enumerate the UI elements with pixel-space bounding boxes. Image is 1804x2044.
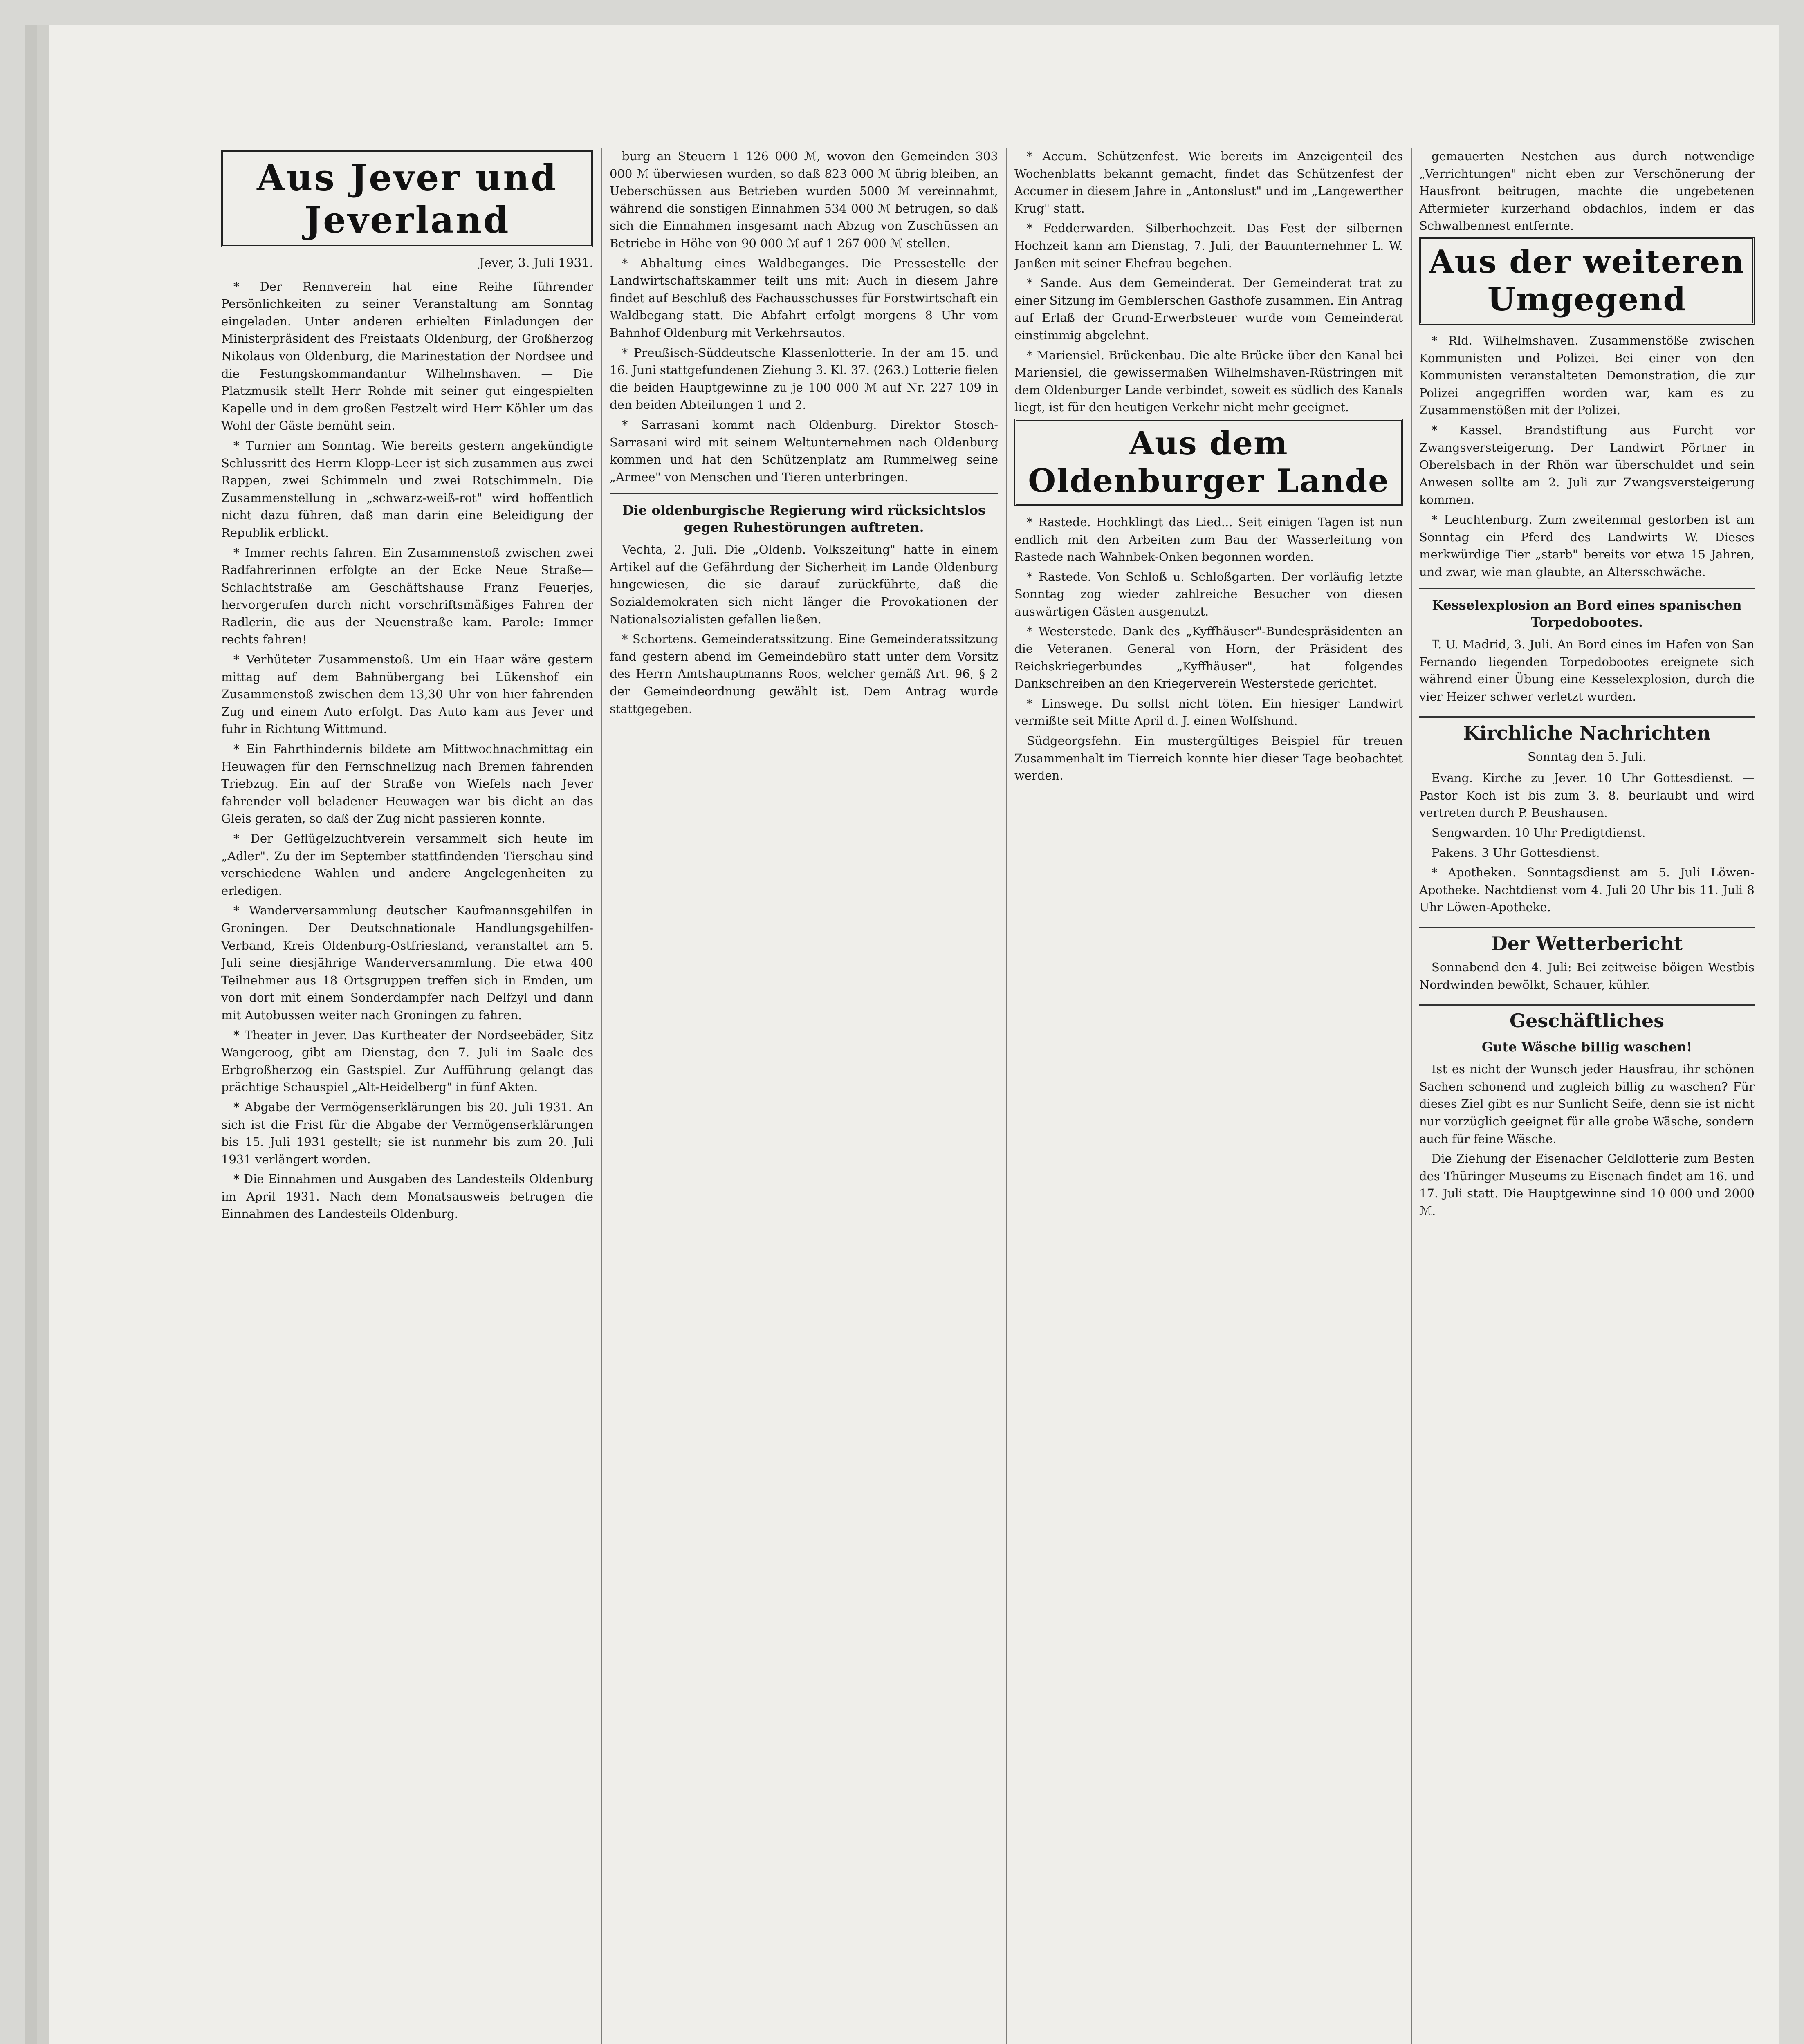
column-rule: [1411, 148, 1412, 2044]
masthead-title: Aus dem Oldenburger Lande: [1028, 424, 1389, 500]
article: * Rastede. Hochklingt das Lied... Seit einigen Tagen ist nun endlich mit den Arbeiten zum Bau der Wasserleitung von Rastede nach Wahnbek-Onken begonnen worden.: [1014, 515, 1403, 564]
article: * Immer rechts fahren. Ein Zusammenstoß zwischen zwei Radfahrerinnen erfolgte an der Ecke Neue Straße—Schlachtstraße am Geschäftshause Franz Feuerjes, hervorgerufen durch nicht vorschriftsmäßiges Fahren der Radlerin, die aus der Neuenstraße kam. Parole: Immer rechts fahren!: [221, 545, 593, 647]
article-headline: Kesselexplosion an Bord eines spanischen Torpedobootes.: [1432, 597, 1742, 630]
article: * Verhüteter Zusammenstoß. Um ein Haar wäre gestern mittag auf dem Bahnübergang bei Lükenshof ein Zusammenstoß zwischen dem 13,30 Uhr von hier fahrenden Zug und einem Auto erfolgt. Das Auto kam aus Jever und fuhr in Richtung Wittmund.: [221, 652, 593, 736]
article: Sonnabend den 4. Juli: Bei zeitweise böigen Westbis Nordwinden bewölkt, Schauer, kühler.: [1419, 960, 1755, 992]
article: Pakens. 3 Uhr Gottesdienst.: [1432, 845, 1600, 860]
article: * Der Geflügelzuchtverein versammelt sich heute im „Adler". Zu der im September stattfindenden Tierschau sind verschiedene Wahlen und andere Angelegenheiten zu erledigen.: [221, 831, 593, 898]
article: gemauerten Nestchen aus durch notwendige „Verrichtungen" nicht eben zur Verschönerung der Hausfront beitrugen, machte die ungebetenen Aftermieter kurzerhand obdachlos, indem er das Schwalbennest entfernte.: [1419, 149, 1755, 233]
article: * Ein Fahrthindernis bildete am Mittwochnachmittag ein Heuwagen für den Fernschnellzug nach Bremen fahrenden Triebzug. Ein auf der Straße von Wiefels nach Jever fahrender voll beladener Heuwagen war bis dicht an das Gleis geraten, so daß der Zug nicht passieren konnte.: [221, 742, 593, 826]
column-2: [610, 148, 998, 2044]
article: * Apotheken. Sonntagsdienst am 5. Juli Löwen-Apotheke. Nachtdienst vom 4. Juli 20 Uhr bis 11. Juli 8 Uhr Löwen-Apotheke.: [1419, 865, 1755, 914]
article: Ist es nicht der Wunsch jeder Hausfrau, ihr schönen Sachen schonend und zugleich billig zu waschen? Für dieses Ziel gibt es nur Sunlicht Seife, denn sie ist nicht nur vorzüglich geeignet für alle grobe Wäsche, sondern auch für feine Wäsche.: [1419, 1062, 1755, 1146]
article: T. U. Madrid, 3. Juli. An Bord eines im Hafen von San Fernando liegenden Torpedobootes ereignete sich während einer Übung eine Kesselexplosion, durch die vier Heizer schwer verletzt wurden.: [1419, 637, 1755, 704]
column-3: [1014, 148, 1403, 2044]
article: * Rld. Wilhelmshaven. Zusammenstöße zwischen Kommunisten und Polizei. Bei einer von den Kommunisten veranstalteten Demonstration, die zur Polizei angegriffen worden war, kam es zu Zusammenstößen mit der Polizei.: [1419, 333, 1755, 417]
newspaper-page: [49, 25, 1779, 2044]
article: Evang. Kirche zu Jever. 10 Uhr Gottesdienst. — Pastor Koch ist bis zum 3. 8. beurlaubt und wird vertreten durch P. Beushausen.: [1419, 771, 1755, 820]
section-subheading: Sonntag den 5. Juli.: [1528, 749, 1646, 764]
article: * Mariensiel. Brückenbau. Die alte Brücke über den Kanal bei Mariensiel, die gewissermaßen Wilhelmshaven-Rüstringen mit dem Oldenburger Lande verbindet, soweit es südlich des Kanals liegt, ist für den heutigen Verkehr nicht mehr geeignet.: [1014, 348, 1403, 415]
article: * Sande. Aus dem Gemeinderat. Der Gemeinderat trat zu einer Sitzung im Gemblerschen Gasthofe zusammen. Ein Antrag auf Erlaß der Grund-Erwerbsteuer wurde vom Gemeinderat einstimmig abgelehnt.: [1014, 276, 1403, 342]
article: * Accum. Schützenfest. Wie bereits im Anzeigenteil des Wochenblatts bekannt gemacht, findet das Schützenfest der Accumer in diesem Jahre in „Antonslust" und im „Langewerther Krug" statt.: [1014, 149, 1403, 215]
column-1: [221, 148, 593, 2044]
article: Die Ziehung der Eisenacher Geldlotterie zum Besten des Thüringer Museums zu Eisenach findet am 16. und 17. Juli statt. Die Hauptgewinne sind 10 000 und 2000 ℳ.: [1419, 1152, 1755, 1218]
divider: [1419, 588, 1755, 589]
article: * Fedderwarden. Silberhochzeit. Das Fest der silbernen Hochzeit kann am Dienstag, 7. Juli, der Bauunternehmer L. W. Janßen mit seiner Ehefrau begehen.: [1014, 221, 1403, 270]
column-4: [1419, 148, 1755, 2044]
article: * Die Einnahmen und Ausgaben des Landesteils Oldenburg im April 1931. Nach dem Monatsausweis betrugen die Einnahmen des Landesteils Oldenburg.: [221, 1172, 593, 1221]
section-heading-wetter: Der Wetterbericht: [1419, 927, 1755, 955]
article: * Sarrasani kommt nach Oldenburg. Direktor Stosch-Sarrasani wird mit seinem Weltunternehmen nach Oldenburg kommen und hat den Schützenplatz am Rummelweg seine „Armee" von Menschen und Tieren unterbringen.: [610, 417, 998, 484]
article: * Linswege. Du sollst nicht töten. Ein hiesiger Landwirt vermißte seit Mitte April d. J. einen Wolfshund.: [1014, 696, 1403, 728]
masthead-title: Aus Jever und Jeverland: [257, 156, 558, 241]
article: * Leuchtenburg. Zum zweitenmal gestorben ist am Sonntag ein Pferd des Landwirts W. Dieses merkwürdige Tier „starb" bereits vor etwa 15 Jahren, und zwar, wie man glaubte, an Altersschwäche.: [1419, 512, 1755, 579]
article: * Rastede. Von Schloß u. Schloßgarten. Der vorläufig letzte Sonntag zog wieder zahlreiche Besucher von diesen auswärtigen Gästen ausgenutzt.: [1014, 569, 1403, 619]
article: * Preußisch-Süddeutsche Klassenlotterie. In der am 15. und 16. Juni stattgefundenen Ziehung 3. Kl. 37. (263.) Lotterie fielen die beiden Hauptgewinne zu je 100 000 ℳ auf Nr. 227 109 in den beiden Abteilungen 1 und 2.: [610, 345, 998, 412]
divider: [610, 493, 998, 494]
article-headline: Die oldenburgische Regierung wird rücksichtslos gegen Ruhestörungen auftreten.: [622, 502, 986, 536]
masthead-jever: [221, 150, 593, 247]
article: * Kassel. Brandstiftung aus Furcht vor Zwangsversteigerung. Der Landwirt Pörtner in Oberelsbach in der Rhön war überschuldet und sein Anwesen sollte am 2. Juli zur Zwangsversteigerung kommen.: [1419, 423, 1755, 507]
article: * Wanderversammlung deutscher Kaufmannsgehilfen in Groningen. Der Deutschnationale Handlungsgehilfen-Verband, Kreis Oldenburg-Ostfriesland, veranstaltet am 5. Juli seine diesjährige Wanderversammlung. Die etwa 400 Teilnehmer aus 18 Ortsgruppen treffen sich in Emden, um von dort mit einem Sonderdampfer nach Delfzyl und dann mit Autobussen weiter nach Groningen zu fahren.: [221, 903, 593, 1022]
article: * Abgabe der Vermögenserklärungen bis 20. Juli 1931. An sich ist die Frist für die Abgabe der Vermögenserklärungen bis 15. Juli 1931 gestellt; sie ist nunmehr bis zum 20. Juli 1931 verlängert worden.: [221, 1100, 593, 1166]
article: Sengwarden. 10 Uhr Predigtdienst.: [1432, 826, 1646, 840]
article: * Abhaltung eines Waldbeganges. Die Pressestelle der Landwirtschaftskammer teilt uns mit: Auch in diesem Jahre findet auf Beschluß des Fachausschusses für Forstwirtschaft ein Waldbegang statt. Die Abfahrt erfolgt morgens 8 Uhr vom Bahnhof Oldenburg mit Verkehrsautos.: [610, 256, 998, 340]
article: burg an Steuern 1 126 000 ℳ, wovon den Gemeinden 303 000 ℳ überwiesen wurden, so daß 823 000 ℳ übrig bleiben, an Ueberschüssen aus Betrieben wurden 5000 ℳ vereinnahmt, während die sonstigen Einnahmen 534 000 ℳ betrugen, so daß sich die Einnahmen insgesamt nach Abzug von Zuschüssen an Betriebe in Höhe von 90 000 ℳ auf 1 267 000 ℳ stellen.: [610, 149, 998, 250]
article: * Westerstede. Dank des „Kyffhäuser"-Bundespräsidenten an die Veteranen. General von Horn, der Präsident des Reichskriegerbundes „Kyffhäuser", hat folgendes Dankschreiben an den Kriegerverein Westerstede gerichtet.: [1014, 624, 1403, 691]
article: Südgeorgsfehn. Ein mustergültiges Beispiel für treuen Zusammenhalt im Tierreich konnte hier dieser Tage beobachtet werden.: [1014, 734, 1403, 783]
article: * Turnier am Sonntag. Wie bereits gestern angekündigte Schlussritt des Herrn Klopp-Leer ist sich zusammen aus zwei Rappen, zwei Schimmeln und zwei Rotschimmeln. Die Zusammenstellung in „schwarz-weiß-rot" wird hoffentlich nicht dazu führen, daß man darin eine Beleidigung der Republik erblickt.: [221, 438, 593, 540]
section-heading-geschaeftliches: Geschäftliches: [1419, 1004, 1755, 1033]
article: * Theater in Jever. Das Kurtheater der Nordseebäder, Sitz Wangeroog, gibt am Dienstag, den 7. Juli im Saale des Erbgroßherzog ein Gastspiel. Zur Aufführung gelangt das prächtige Schauspiel „Alt-Heidelberg" in fünf Akten.: [221, 1028, 593, 1094]
dateline: Jever, 3. Juli 1931.: [479, 256, 593, 270]
masthead-title: Aus der weiteren Umgegend: [1429, 243, 1745, 318]
article-headline: Gute Wäsche billig waschen!: [1481, 1039, 1692, 1055]
masthead-oldenburg: [1014, 419, 1403, 506]
masthead-umgegend: [1419, 237, 1755, 325]
column-rule: [601, 148, 602, 2044]
section-heading-kirche: Kirchliche Nachrichten: [1419, 716, 1755, 745]
column-rule: [1006, 148, 1007, 2044]
article: * Der Rennverein hat eine Reihe führender Persönlichkeiten zu seiner Veranstaltung am Sonntag eingeladen. Unter anderen erhielten Einladungen der Ministerpräsident des Freistaats Oldenburg, der Großherzog Nikolaus von Oldenburg, die Marinestation der Nordsee und die Festungskommandantur Wilhelmshaven. — Die Platzmusik stellt Herr Rohde mit seiner gut eingespielten Kapelle und in dem großen Festzelt wird Herr Köhler um das Wohl der Gäste bemüht sein.: [221, 279, 593, 433]
article: * Schortens. Gemeinderatssitzung. Eine Gemeinderatssitzung fand gestern abend im Gemeindebüro statt unter dem Vorsitz des Herrn Amtshauptmanns Roos, welcher gemäß Art. 96, § 2 der Gemeindeordnung gewählt ist. Dem Antrag wurde stattgegeben.: [610, 632, 998, 716]
article: Vechta, 2. Juli. Die „Oldenb. Volkszeitung" hatte in einem Artikel auf die Gefährdung der Sicherheit im Lande Oldenburg hingewiesen, die sie darauf zurückführte, daß die Sozialdemokraten sich nicht länger die Provokationen der Nationalsozialisten gefallen ließen.: [610, 542, 998, 626]
